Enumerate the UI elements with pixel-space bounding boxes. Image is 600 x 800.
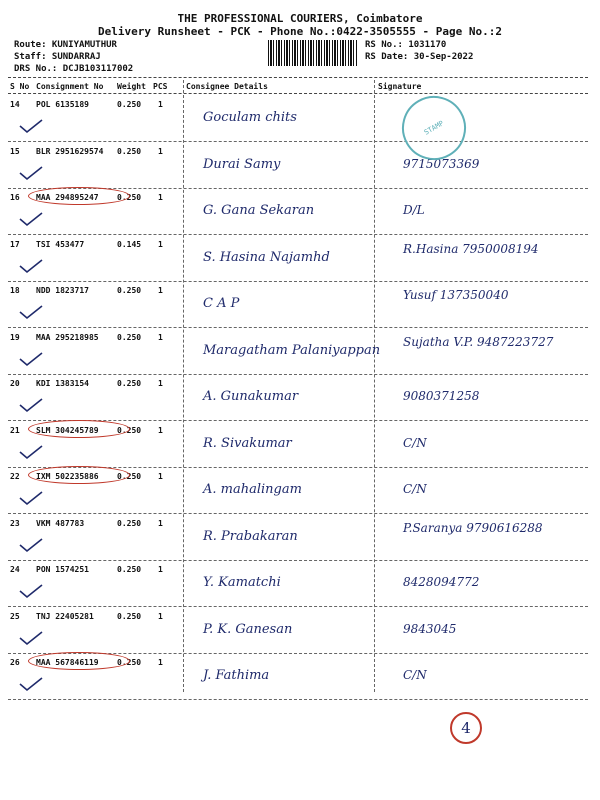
row-sno: 25 [10,611,20,621]
courier-stamp: STAMP [390,84,477,171]
signature-text: Yusuf 137350040 [403,288,509,302]
row-consignment: MAA 295218985 [36,332,99,342]
row-pcs: 1 [158,472,163,481]
table-row [8,654,588,704]
col-consignee: Consignee Details [186,82,268,91]
row-consignment: TSI 453477 [36,239,85,249]
signature-text: 8428094772 [403,575,480,589]
row-weight: 0.250 [117,286,142,295]
row-sno: 16 [10,193,20,202]
row-pcs: 1 [158,193,163,202]
consignee-name: A. Gunakumar [203,389,299,404]
check-mark-icon [18,537,44,553]
col-weight: Weight [117,82,146,91]
row-consignment: TNJ 22405281 [36,611,94,621]
consignee-name: Y. Kamatchi [203,575,281,590]
check-mark-icon [18,118,44,134]
row-pcs: 1 [158,146,163,156]
table-row [8,236,588,286]
header-bottom-rule [8,93,588,94]
consignee-name: P. K. Ganesan [203,621,293,637]
row-weight: 0.250 [117,100,142,109]
barcode-image [268,40,358,66]
consignee-name: Goculam chits [203,110,297,125]
row-sno: 20 [10,379,20,388]
consignee-name: Maragatham Palaniyappan [203,342,381,358]
row-weight: 0.250 [117,565,142,574]
circle-mark [28,652,130,670]
signature-text: 9715073369 [403,156,480,171]
row-sno: 22 [10,472,20,481]
check-mark-icon [18,583,44,599]
table-row [8,96,588,146]
signature-text: 9843045 [403,621,457,636]
consignee-name: G. Gana Sekaran [203,203,315,218]
rs-number: RS No.: 1031170 [365,40,447,50]
row-sno: 24 [10,565,20,574]
staff-label: Staff: SUNDARRAJ [14,52,101,62]
row-pcs: 1 [158,286,163,295]
col-signature: Signature [378,82,422,91]
row-weight: 0.250 [117,472,142,481]
row-pcs: 1 [158,658,163,667]
row-sno: 23 [10,518,20,528]
drs-number: DRS No.: DCJB103117002 [14,64,134,74]
table-row [8,189,588,239]
table-row [8,282,588,332]
signature-text: R.Hasina 7950008194 [403,241,539,256]
row-weight: 0.250 [117,193,142,202]
row-pcs: 1 [158,565,163,574]
company-title: THE PROFESSIONAL COURIERS, Coimbatore [177,12,423,25]
row-consignment: KDI 1383154 [36,379,89,388]
row-consignment: NDD 1823717 [36,286,89,295]
page-mark: 4 [450,712,482,744]
check-mark-icon [18,490,44,506]
consignee-name: R. Sivakumar [203,435,292,451]
check-mark-icon [18,397,44,413]
table-row [8,329,588,379]
check-mark-icon [18,676,44,692]
row-consignment: MAA 567846119 [36,658,99,667]
col-sno: S No [10,82,30,91]
signature-text: 9080371258 [403,389,480,403]
row-consignment: MAA 294895247 [36,193,99,202]
row-consignment: POL 6135189 [36,100,89,109]
row-pcs: 1 [158,518,163,528]
row-weight: 0.250 [117,611,142,621]
table-row [8,468,588,518]
signature-text: D/L [403,203,425,217]
table-row [8,143,588,193]
rs-date: RS Date: 30-Sep-2022 [365,52,474,62]
table-row [8,375,588,425]
signature-text: Sujatha V.P. 9487223727 [403,334,554,349]
row-weight: 0.250 [117,425,142,435]
row-consignment: IXM 502235886 [36,472,99,481]
row-pcs: 1 [158,239,163,249]
consignee-name: A. mahalingam [203,482,302,497]
row-sno: 21 [10,425,20,435]
table-row [8,515,588,565]
check-mark-icon [18,165,44,181]
row-pcs: 1 [158,379,163,388]
check-mark-icon [18,304,44,320]
row-divider [8,699,588,700]
row-sno: 17 [10,239,20,249]
consignee-name: Durai Samy [203,156,281,172]
signature-text: C/N [403,482,427,496]
row-sno: 26 [10,658,20,667]
row-consignment: BLR 2951629574 [36,146,104,156]
row-pcs: 1 [158,332,163,342]
row-weight: 0.250 [117,379,142,388]
header-top-rule [8,77,588,78]
check-mark-icon [18,444,44,460]
row-weight: 0.250 [117,518,142,528]
runsheet-title: Delivery Runsheet - PCK - Phone No.:0422-3505555 - Page No.:2 [98,25,502,38]
consignee-name: J. Fathima [203,668,270,683]
table-row [8,561,588,611]
table-row [8,608,588,658]
row-sno: 19 [10,332,20,342]
check-mark-icon [18,211,44,227]
row-consignment: VKM 487783 [36,518,85,528]
consignee-name: R. Prabakaran [203,528,298,544]
row-pcs: 1 [158,425,163,435]
row-weight: 0.250 [117,658,142,667]
signature-text: P.Saranya 9790616288 [403,520,543,535]
circle-mark [28,466,130,484]
circle-mark [28,187,130,205]
consignee-name: S. Hasina Najamhd [203,249,330,265]
signature-text: C/N [403,435,427,450]
row-weight: 0.250 [117,146,142,156]
check-mark-icon [18,258,44,274]
row-pcs: 1 [158,611,163,621]
route-label: Route: KUNIYAMUTHUR [14,40,117,50]
consignee-name: C A P [203,296,240,311]
col-consignment: Consignment No [36,82,104,91]
check-mark-icon [18,351,44,367]
col-pcs: PCS [153,82,168,91]
circle-mark [28,420,130,438]
row-consignment: SLM 304245789 [36,425,99,435]
row-pcs: 1 [158,100,163,109]
row-sno: 14 [10,100,20,109]
table-row [8,422,588,472]
row-weight: 0.250 [117,332,142,342]
row-weight: 0.145 [117,239,142,249]
check-mark-icon [18,630,44,646]
signature-text: C/N [403,668,427,682]
row-sno: 18 [10,286,20,295]
row-sno: 15 [10,146,20,156]
row-consignment: PON 1574251 [36,565,89,574]
